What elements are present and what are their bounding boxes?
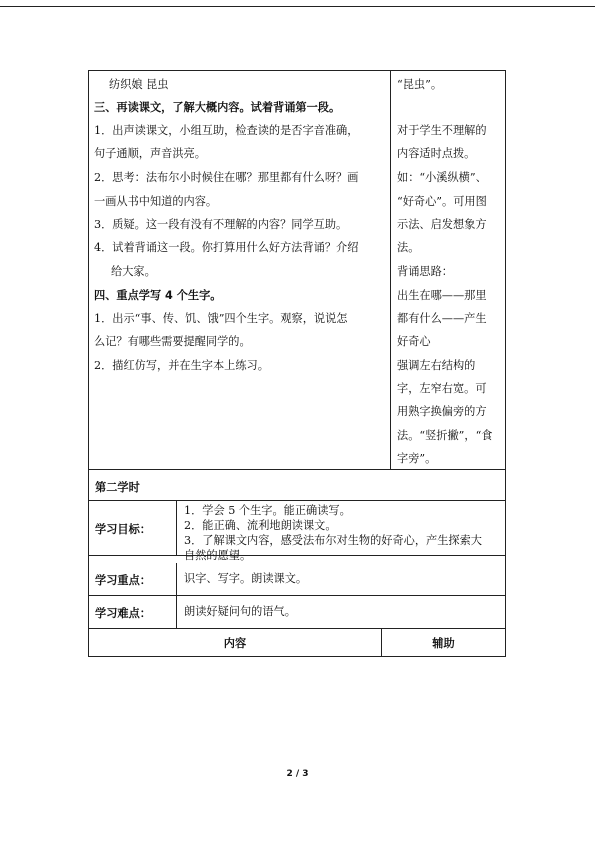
content-line: 给大家。 <box>111 265 156 278</box>
goal-item: 3．了解课文内容，感受法布尔对生物的好奇心，产生探索大 <box>184 534 482 547</box>
focus-label-cell <box>89 563 177 595</box>
section-heading-3: 三、再读课文，了解大概内容。试着背诵第一段。 <box>94 101 341 114</box>
content-line: 纺织娘 昆虫 <box>109 78 169 91</box>
page-number: 2 / 3 <box>286 769 309 779</box>
header-aux: 辅助 <box>432 637 455 650</box>
content-line: 2．描红仿写，并在生字本上练习。 <box>94 359 269 372</box>
section-heading-4: 四、重点学写 4 个生字。 <box>94 289 222 302</box>
aux-line: 强调左右结构的 <box>397 359 476 372</box>
lesson-plan-upper-table <box>88 70 506 470</box>
lesson-plan-lower-table <box>88 470 506 657</box>
focus-text: 识字、写字。朗读课文。 <box>184 572 308 585</box>
goals-cell <box>177 501 505 562</box>
aux-line: 好奇心 <box>397 335 431 348</box>
difficulty-label: 学习难点： <box>95 607 151 620</box>
aux-line: 示法、启发想象方 <box>397 218 487 231</box>
aux-line: 法。 <box>397 241 420 254</box>
content-line: 一画从书中知道的内容。 <box>94 195 218 208</box>
content-line: 1．出声读课文，小组互助，检查读的是否字音准确， <box>94 124 359 137</box>
aux-line: 法。“竖折撇”，“食 <box>397 429 493 442</box>
header-content-cell <box>89 629 382 656</box>
content-line: 1．出示“事、传、饥、饿”四个生字。观察，说说怎 <box>94 312 348 325</box>
aux-line: 都有什么——产生 <box>397 312 487 325</box>
aux-line: 背诵思路： <box>397 265 453 278</box>
difficulty-cell <box>177 596 505 628</box>
goal-item: 2．能正确、流利地朗读课文。 <box>184 519 337 532</box>
content-column <box>89 71 390 469</box>
goal-item: 1．学会 5 个生字。能正确读写。 <box>184 504 351 517</box>
difficulty-row <box>89 596 505 629</box>
aux-line: “好奇心”。可用图 <box>397 195 487 208</box>
difficulty-text: 朗读好疑问句的语气。 <box>184 605 296 618</box>
content-line: 2．思考：法布尔小时候住在哪？那里都有什么呀？画 <box>94 171 359 184</box>
content-line: 句子通顺，声音洪亮。 <box>94 147 206 160</box>
content-line: 4．试着背诵这一段。你打算用什么好方法背诵？介绍 <box>94 241 359 254</box>
page-top-rule <box>0 6 595 7</box>
aux-line: 字旁”。 <box>397 452 437 465</box>
goals-label-cell <box>89 501 177 555</box>
focus-row <box>89 563 505 596</box>
focus-cell <box>177 563 505 595</box>
content-line: 3．质疑。这一段有没有不理解的内容？同学互助。 <box>94 218 348 231</box>
section-title: 第二学时 <box>95 481 140 494</box>
difficulty-label-cell <box>89 596 177 628</box>
goal-item: 自然的愿望。 <box>184 549 252 562</box>
aux-line: 内容适时点拨。 <box>397 147 476 160</box>
aux-line: 用熟字换偏旁的方 <box>397 405 487 418</box>
aux-line: “昆虫”。 <box>397 78 443 91</box>
aux-line: 出生在哪——那里 <box>397 289 487 302</box>
column-header-row <box>89 629 505 657</box>
focus-label: 学习重点： <box>95 574 151 587</box>
aux-column <box>391 71 506 469</box>
aux-line: 字，左窄右宽。可 <box>397 382 487 395</box>
header-content: 内容 <box>223 637 247 650</box>
header-aux-cell <box>382 629 505 656</box>
aux-line: 如：“小溪纵横”、 <box>397 171 487 184</box>
goals-label: 学习目标： <box>95 523 151 536</box>
section-row <box>89 470 505 501</box>
aux-line: 对于学生不理解的 <box>397 124 487 137</box>
content-line: 么记？有哪些需要提醒同学的。 <box>94 335 251 348</box>
goals-row <box>89 501 505 562</box>
